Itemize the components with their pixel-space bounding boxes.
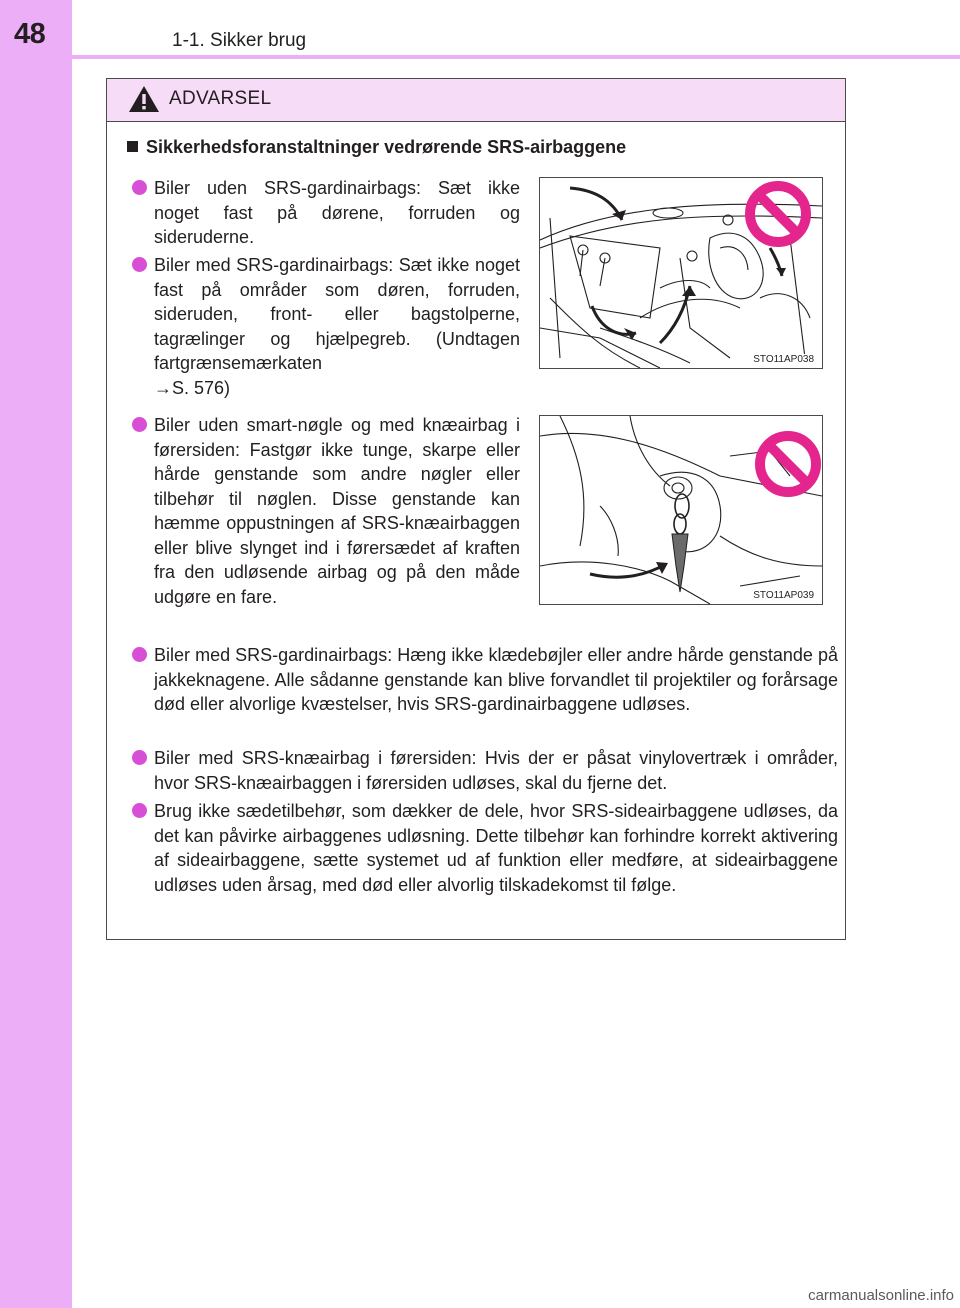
bullet-item: Biler uden smart-nøgle og med knæairbag i førersiden: Fastgør ikke tunge, skarpe eller hårde genstande som andre nøgler eller tilbehør til nøglen. Disse genstande kan hæmme oppustningen af SRS-knæairbaggen eller blive slynget ind i førersædet af kraften fra den udløsende airbag og på den måde udgøre en fare. [154, 413, 520, 609]
bullet-item: Biler med SRS-gardinairbags: Sæt ikke noget fast på områder som døren, forruden, sideruden, front- eller bagstolperne, tagrælinger og hjælpegreb. (Undtagen fartgrænsemærkaten →S. 576) [154, 253, 520, 400]
page-number: 48 [14, 18, 46, 50]
bullet-dot-icon [132, 180, 147, 195]
bullet-item: Brug ikke sædetilbehør, som dækker de dele, hvor SRS-sideairbaggene udløses, da det kan påvirke airbaggenes udløsning. Dette tilbehør kan forhindre korrekt aktivering af sideairbaggene, sætte systemet ud af funktion eller medføre, at sideairbaggene udløses uden årsag, med død eller alvorlig tilskadekomst til følge. [154, 799, 838, 897]
bullet-dot-icon [132, 750, 147, 765]
bullet-item: Biler med SRS-gardinairbags: Hæng ikke klædebøjler eller andre hårde genstande på jakkeknagene. Alle sådanne genstande kan blive forvandlet til projektiler og forårsage død eller alvorlige kvæstelser, hvis SRS-gardinairbaggene udløses. [154, 643, 838, 717]
warning-label: ADVARSEL [169, 88, 272, 109]
bullet-dot-icon [132, 257, 147, 272]
bullet-item: Biler uden SRS-gardinairbags: Sæt ikke noget fast på dørene, forruden og sideruderne. [154, 176, 520, 250]
bullet-dot-icon [132, 803, 147, 818]
ref-arrow-icon: → [154, 377, 172, 398]
warning-header [107, 79, 845, 122]
warning-box [106, 78, 846, 940]
figure-car-interior [539, 177, 823, 369]
watermark: carmanualsonline.info [808, 1287, 954, 1304]
header-rule [72, 55, 960, 59]
bullet-dot-icon [132, 647, 147, 662]
figure-label: STO11AP039 [753, 590, 814, 601]
section-title: 1-1. Sikker brug [172, 30, 307, 51]
figure-label: STO11AP038 [753, 354, 814, 365]
warning-triangle-icon [128, 85, 160, 113]
bullet-dot-icon [132, 417, 147, 432]
figure-key-ignition [539, 415, 823, 605]
page-reference: S. 576) [172, 377, 231, 398]
car-interior-illustration [540, 178, 822, 368]
bullet-item: Biler med SRS-knæairbag i førersiden: Hvis der er påsat vinylovertræk i områder, hvor SRS-knæairbaggen i førersiden udløses, skal du fjerne det. [154, 746, 838, 795]
square-bullet-icon [127, 141, 138, 152]
side-tab [0, 0, 72, 1308]
warning-heading: Sikkerhedsforanstaltninger vedrørende SRS-airbaggene [127, 137, 626, 158]
key-ignition-illustration [540, 416, 822, 604]
prohibition-icon [760, 436, 816, 492]
prohibition-icon [750, 186, 806, 242]
